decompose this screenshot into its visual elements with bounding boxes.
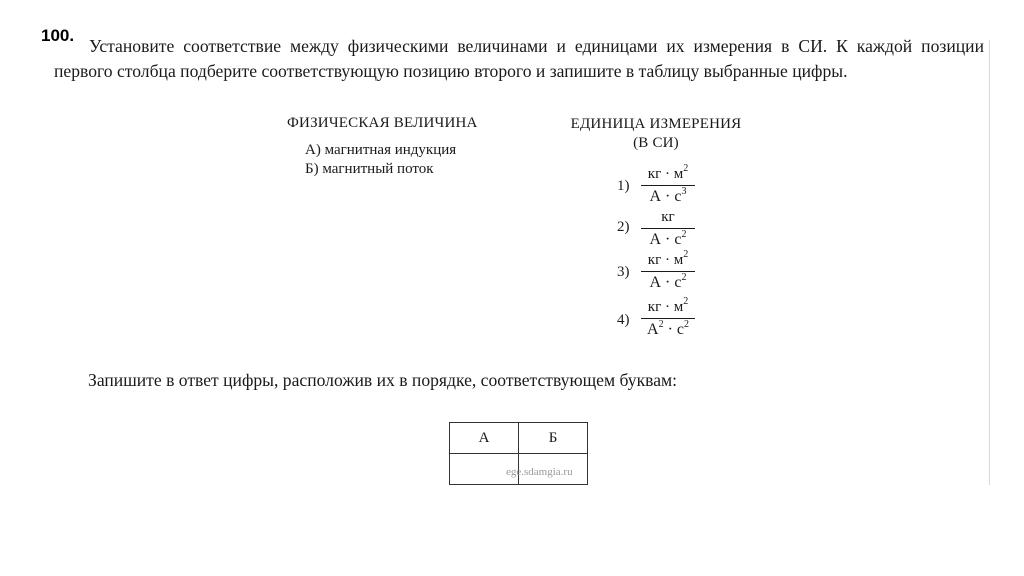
unit-fraction	[641, 164, 695, 207]
unit-fraction	[641, 207, 695, 250]
unit-index: 3)	[617, 264, 630, 280]
unit-numerator: кг · $м^2$	[647, 249, 689, 268]
unit-fraction	[641, 250, 695, 293]
watermark: ege.sdamgia.ru	[506, 466, 573, 478]
unit-index: 1)	[617, 178, 630, 194]
unit-denominator: $А \cdot с^2$	[649, 229, 687, 248]
quantity-a-text: магнитная индукция	[324, 142, 457, 158]
page-edge-line	[989, 40, 990, 485]
right-column-header-line2: (В СИ)	[633, 135, 679, 151]
unit-denominator: $А \cdot с^2$	[649, 272, 687, 291]
unit-fraction	[641, 297, 695, 340]
right-column-header-line1: ЕДИНИЦА ИЗМЕРЕНИЯ	[570, 116, 742, 132]
unit-denominator: $А \cdot с^3$	[649, 186, 687, 205]
unit-numerator: кг · $м^2$	[647, 296, 689, 315]
unit-numerator: кг · $м^2$	[647, 163, 689, 182]
right-column-header	[558, 115, 754, 153]
quantity-a-label: А)	[305, 142, 321, 158]
answer-header-a: А	[450, 423, 519, 454]
unit-option-1	[617, 164, 707, 208]
quantity-b	[305, 161, 434, 178]
quantity-a	[305, 142, 456, 159]
unit-index: 4)	[617, 312, 630, 328]
unit-numerator: кг	[661, 209, 675, 225]
task-text: Установите соответствие между физическими величинами и единицами их измерения в СИ. К каждой позиции первого столбца подберите соответствующую позицию второго и запишите в таблицу выбранные цифры.	[54, 36, 984, 81]
unit-option-3	[617, 250, 707, 294]
left-column-header: ФИЗИЧЕСКАЯ ВЕЛИЧИНА	[287, 115, 478, 131]
unit-index: 2)	[617, 219, 630, 235]
unit-denominator: $А^2 \cdot с^2$	[647, 319, 689, 338]
answer-instruction: Запишите в ответ цифры, расположив их в порядке, соответствующем буквам:	[88, 370, 678, 390]
answer-header-b: Б	[519, 423, 588, 454]
quantity-b-text: магнитный поток	[322, 161, 434, 177]
unit-option-2	[617, 207, 707, 251]
task-number: 100.	[41, 26, 75, 45]
quantity-b-label: Б)	[305, 161, 319, 177]
unit-option-4	[617, 297, 707, 341]
